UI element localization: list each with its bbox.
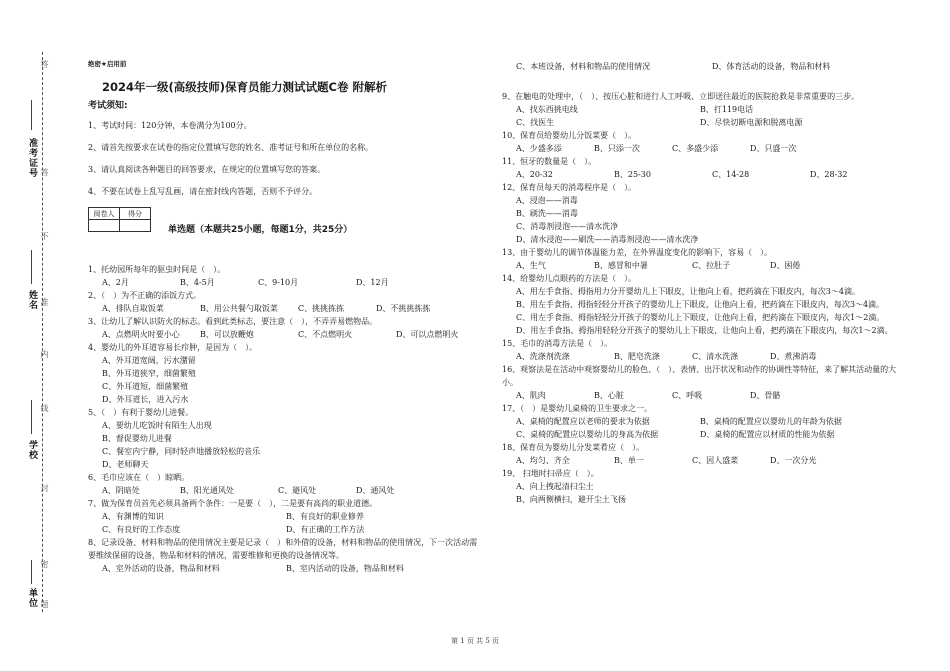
- seal-mark-bottom: 题: [40, 600, 49, 608]
- option: A、20-32: [516, 170, 553, 179]
- question-stem: 1、托幼园所每年的驱虫时间是（ ）。: [88, 265, 226, 274]
- option: B、感冒和中暑: [594, 261, 648, 270]
- option-row: [502, 142, 912, 155]
- option: D、尽快切断电源和脱离电源: [700, 118, 803, 127]
- option: C、本班设备，材料和物品的使用情况: [516, 62, 651, 71]
- option: B、室内活动的设备，物品和材料: [286, 564, 404, 573]
- option: A、阴暗处: [102, 486, 140, 495]
- notice-item: 2、请首先按要求在试卷的指定位置填写您的姓名、准考证号和所在单位的名称。: [88, 143, 374, 152]
- margin-underline-name: [31, 250, 32, 284]
- option: A、生气: [516, 261, 546, 270]
- option: B、4-5月: [180, 278, 215, 287]
- option: B、只添一次: [594, 144, 640, 153]
- option: A、肌肉: [516, 391, 546, 400]
- seal-mark-mi: 密: [40, 560, 49, 568]
- question-stem: 7、做为保育员首先必须具备两个条件：一是要（ ），二是要有高尚的职业道德。: [88, 499, 378, 508]
- right-column: [502, 58, 912, 506]
- score-header-reviewer: 阅卷人: [89, 208, 120, 220]
- seal-mark-da: 答: [40, 168, 49, 176]
- option: D、骨骼: [750, 391, 781, 400]
- option-row: [502, 259, 912, 272]
- question-block: [88, 289, 483, 315]
- option: A、洗涤剂洗涤: [516, 352, 570, 361]
- option: C、呼吸: [672, 391, 703, 400]
- seal-mark-xian: 线: [40, 404, 49, 412]
- option-row: [88, 510, 483, 523]
- option: B、用公共餐勺取饭菜: [200, 304, 278, 313]
- option: D、老师聊天: [102, 460, 149, 469]
- option: D、12月: [356, 278, 389, 287]
- seal-mark-zhun: 准: [40, 298, 49, 306]
- option: C、多盛少添: [672, 144, 719, 153]
- option: B、肥皂洗涤: [614, 352, 660, 361]
- question-block: [88, 341, 483, 406]
- question-block: [502, 155, 912, 181]
- exam-title: 2024年一级(高级技师)保育员能力测试试题C卷 附解析: [102, 80, 387, 94]
- question-stem: 11、恒牙的数量是（ ）。: [502, 157, 597, 166]
- question-stem: 10、保育员给婴幼儿分饭菜要（ ）。: [502, 131, 637, 140]
- question-stem: 18、保育员为婴幼儿分发菜肴应（ ）。: [502, 443, 645, 452]
- question-block: [502, 129, 912, 155]
- option: C、清水洗涤: [692, 352, 739, 361]
- option: A、浸泡——消毒: [516, 196, 578, 205]
- question-block: [502, 181, 912, 246]
- option-row: [502, 350, 912, 363]
- option-row: [88, 328, 483, 341]
- seal-mark-top: 答: [40, 60, 49, 68]
- option: D、28-32: [810, 170, 848, 179]
- question-stem: 9、在触电的处理中，（ ）、按压心脏和进行人工呼吸、立即送往最近的医院抢救是非常重要的三步。: [502, 92, 860, 101]
- option-row: [88, 562, 483, 575]
- question-block: [502, 272, 912, 337]
- secret-label: 绝密★启用前: [88, 60, 127, 68]
- option: D、桌椅的配置应以材质的性能为依据: [700, 430, 835, 439]
- question-8-options-continued: [502, 60, 912, 73]
- seal-mark-feng: 封: [40, 484, 49, 492]
- option: B、单一: [614, 456, 644, 465]
- option: A、桌椅的配置应以老师的要求为依据: [516, 417, 650, 426]
- option: C、桌椅的配置应以婴幼儿的身高为依据: [516, 430, 659, 439]
- option: B、25-30: [614, 170, 651, 179]
- option-row: [502, 454, 912, 467]
- option: C、餐室内宁静，同时轻声地播放轻松的音乐: [102, 447, 261, 456]
- option-row: [502, 168, 912, 181]
- question-stem: 6、毛巾应该在（ ）晾晒。: [88, 473, 190, 482]
- option-row: [502, 103, 912, 116]
- question-stem: 2、（ ）为不正确的添饭方式。: [88, 291, 202, 300]
- option-row: [502, 415, 912, 428]
- option: C、挑挑拣拣: [298, 304, 345, 313]
- option: C、9-10月: [258, 278, 299, 287]
- question-block: [502, 467, 912, 506]
- margin-label-exam-number: 准考证号: [27, 138, 37, 178]
- option: B、有良好的职业修养: [286, 512, 364, 521]
- option: C、拉肚子: [692, 261, 731, 270]
- option: D、可以点燃明火: [396, 330, 459, 339]
- option-row: [88, 302, 483, 315]
- option: B、打119电话: [700, 105, 754, 114]
- margin-label-school: 学校: [27, 440, 37, 460]
- option: B、督促婴幼儿进餐: [102, 434, 172, 443]
- question-stem: 14、给婴幼儿点眼药的方法是（ ）。: [502, 274, 637, 283]
- option: A、外耳道宽阔，污水潴留: [102, 356, 196, 365]
- option: B、向两侧横扫，避开尘土飞扬: [516, 495, 626, 504]
- question-stem: 16、观察法是在活动中观察婴幼儿的脸色、（ ）、表情、出汗状况和动作的协调性等特征，来了解其活动量的大小。: [502, 365, 897, 387]
- notice-item: 1、考试时间：120分钟，本卷满分为100分。: [88, 121, 252, 130]
- option: D、一次分光: [770, 456, 817, 465]
- option-row: [502, 389, 912, 402]
- option: C、因人盛菜: [692, 456, 739, 465]
- question-block: [88, 263, 483, 289]
- option: A、找东西挑电线: [516, 105, 578, 114]
- option-row: [502, 116, 912, 129]
- question-block: [502, 90, 912, 129]
- option: D、煮沸消毒: [770, 352, 817, 361]
- question-block: [88, 406, 483, 471]
- page-footer: 第 1 页 共 5 页: [450, 637, 500, 645]
- option: B、心脏: [594, 391, 624, 400]
- margin-underline-unit: [31, 560, 32, 584]
- option: C、外耳道短，细菌繁殖: [102, 382, 189, 391]
- section-title: 单选题（本题共25小题，每题1分，共25分）: [168, 225, 353, 235]
- option: D、外耳道长，进入污水: [102, 395, 189, 404]
- option: D、清水浸泡——刷洗——消毒剂浸泡——清水洗净: [516, 235, 699, 244]
- question-stem: 19、 扫地时扫帚应（ ）。: [502, 469, 599, 478]
- option: C、避风处: [278, 486, 317, 495]
- question-block: [88, 536, 483, 575]
- option-row: [88, 484, 483, 497]
- option: A、要幼儿吃饭时有陌生人出现: [102, 421, 212, 430]
- score-table: [88, 207, 151, 232]
- score-cell-score[interactable]: [120, 220, 151, 232]
- notice-heading: 考试须知:: [88, 101, 128, 111]
- option: B、用左手食指、拇指轻轻分开孩子的婴幼儿上下眼皮，让他向上看，把药滴在下眼皮内，每次3～4滴。: [516, 300, 885, 309]
- question-stem: 4、婴幼儿的外耳道容易长疖肿，是因为（ ）。: [88, 343, 258, 352]
- option: D、体育活动的设备，物品和材料: [712, 62, 831, 71]
- question-block: [88, 315, 483, 341]
- option: D、只盛一次: [750, 144, 797, 153]
- question-block: [502, 246, 912, 272]
- question-block: [502, 337, 912, 363]
- option: B、阳光通风处: [180, 486, 234, 495]
- option: A、均匀、齐全: [516, 456, 570, 465]
- question-stem: 17、（ ）是婴幼儿桌椅的卫生要求之一。: [502, 404, 653, 413]
- option-row: [502, 428, 912, 441]
- option: A、向上拽起清扫尘土: [516, 482, 594, 491]
- option: D、通风处: [356, 486, 395, 495]
- option: B、刷洗——消毒: [516, 209, 578, 218]
- option: A、点燃明火时要小心: [102, 330, 180, 339]
- margin-label-name: 姓名: [27, 290, 37, 310]
- option: A、2月: [102, 278, 129, 287]
- right-question-list: [502, 90, 912, 506]
- option: C、找医生: [516, 118, 555, 127]
- seal-line: [42, 52, 43, 612]
- option: B、外耳道狭窄，细菌繁殖: [102, 369, 196, 378]
- question-stem: 3、让幼儿了解认识防火的标志。看到此类标志，要注意（ ），不弄弄易燃物品。: [88, 317, 378, 326]
- option: D、困倦: [770, 261, 801, 270]
- option: A、少盛多添: [516, 144, 562, 153]
- option: C、消毒剂浸泡——清水洗净: [516, 222, 619, 231]
- option: D、用左手食指、拇指用轻轻分开孩子的婴幼儿上下眼皮，让他向上看，把药滴在下眼皮内，每次1～2滴。: [516, 326, 893, 335]
- question-block: [502, 441, 912, 467]
- option: A、排队自取饭菜: [102, 304, 164, 313]
- option: A、有渊博的知识: [102, 512, 164, 521]
- option: D、有正确的工作方法: [286, 525, 365, 534]
- notice-item: 4、不要在试卷上乱写乱画，请在密封线内答题，否则不予评分。: [88, 187, 318, 196]
- option: C、14-28: [712, 170, 750, 179]
- question-stem: 12、保育员每天的消毒程序是（ ）。: [502, 183, 637, 192]
- margin-underline-school: [31, 400, 32, 434]
- notice-item: 3、请认真阅读各种题目的回答要求，在规定的位置填写您的答案。: [88, 165, 326, 174]
- question-stem: 8、记录设备、材料和物品的使用情况主要是记录（ ）和外借的设备，材料和物品的使用情况，下一次活动需要维续保留的设备，物品和材料的情况，需要维修和更换的设备情况等。: [88, 538, 478, 560]
- option: D、不挑挑拣拣: [376, 304, 431, 313]
- score-section: [88, 207, 483, 237]
- question-block: [502, 363, 912, 402]
- question-stem: 15、毛巾的消毒方法是（ ）。: [502, 339, 613, 348]
- left-question-list: [88, 263, 483, 575]
- option: A、用左手食指、拇指用力分开婴幼儿上下眼皮，让他向上看，把药滴在下眼皮内，每次3～4滴。: [516, 287, 860, 296]
- question-stem: 5、（ ）有利于婴幼儿进餐。: [88, 408, 194, 417]
- question-block: [88, 471, 483, 497]
- option: C、不点燃明火: [298, 330, 353, 339]
- score-header-score: 得分: [120, 208, 151, 220]
- question-block: [502, 402, 912, 441]
- score-cell-reviewer[interactable]: [89, 220, 120, 232]
- margin-label-unit: 单位: [27, 588, 37, 608]
- left-column: [88, 58, 483, 575]
- margin-underline-exam-number: [31, 100, 32, 130]
- option: B、可以放鞭炮: [200, 330, 254, 339]
- seal-mark-bu: 不: [40, 232, 49, 240]
- seal-mark-nei: 内: [40, 350, 49, 358]
- option-row: [88, 523, 483, 536]
- option-row: [88, 276, 483, 289]
- option: A、室外活动的设备，物品和材料: [102, 564, 220, 573]
- option: B、桌椅的配置应以婴幼儿的年龄为依据: [700, 417, 842, 426]
- question-block: [88, 497, 483, 536]
- option: C、有良好的工作态度: [102, 525, 181, 534]
- option: C、用左手食指、拇指轻轻分开孩子的婴幼儿上下眼皮，让他向上看，把药滴在下眼皮内，每次1～2滴。: [516, 313, 885, 322]
- question-stem: 13、由于婴幼儿的调节体温能力差，在外界温度变化的影响下，容易（ ）。: [502, 248, 773, 257]
